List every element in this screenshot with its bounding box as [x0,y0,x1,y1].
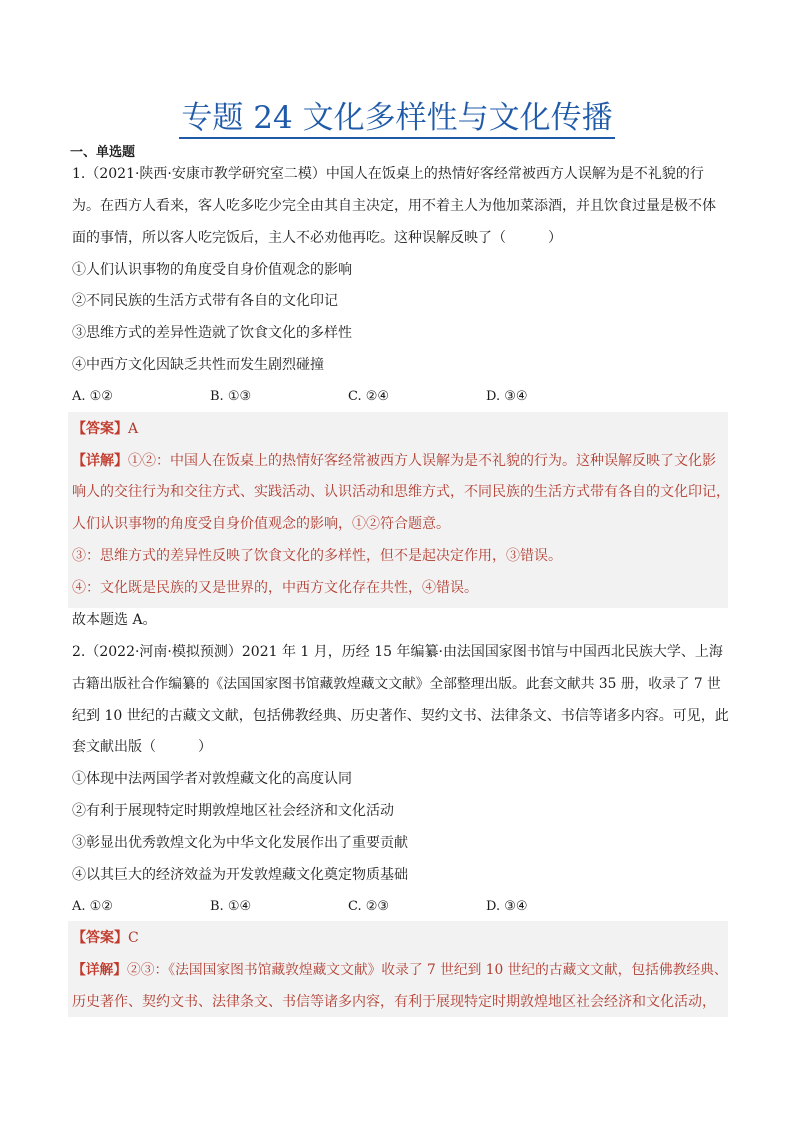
q1-detail-line: 人们认识事物的角度受自身价值观念的影响，①②符合题意。 [72,516,450,532]
q2-answer: 【答案】C [72,930,139,946]
q1-stem-line: 为。在西方人看来，客人吃多吃少完全由其自主决定，用不着主人为他加菜添酒，并且饮食过量是极不体 [72,198,716,214]
q1-option-b: B. ①③ [210,389,252,404]
q1-stem-line: 面的事情，所以客人吃完饭后，主人不必劝他再吃。这种误解反映了（ ） [72,230,562,246]
q1-statement: ③思维方式的差异性造就了饮食文化的多样性 [72,325,352,341]
q1-conclusion: 故本题选 A。 [72,612,157,628]
q2-statement: ②有利于展现特定时期敦煌地区社会经济和文化活动 [72,803,394,819]
q1-detail-line: ④：文化既是民族的又是世界的，中西方文化存在共性，④错误。 [72,580,478,596]
q1-statement: ②不同民族的生活方式带有各自的文化印记 [72,293,338,309]
q1-answer: 【答案】A [72,421,139,437]
q2-stem-line: 古籍出版社合作编纂的《法国国家图书馆藏敦煌藏文文献》全部整理出版。此套文献共 35 册，收录了 7 世 [72,676,721,692]
q2-detail-line: 历史著作、契约文书、法律条文、书信等诸多内容，有利于展现特定时期敦煌地区社会经济和文化活动， [72,994,716,1010]
q2-option-a: A. ①② [72,899,113,914]
q1-option-c: C. ②④ [348,389,390,404]
q1-detail-line: 【详解】①②：中国人在饭桌上的热情好客经常被西方人误解为是不礼貌的行为。这种误解反映了文化影 [72,453,716,469]
q2-statement: ④以其巨大的经济效益为开发敦煌藏文化奠定物质基础 [72,867,408,883]
q1-detail-line: ③：思维方式的差异性反映了饮食文化的多样性，但不是起决定作用，③错误。 [72,548,562,564]
q2-stem-line: 纪到 10 世纪的古藏文文献，包括佛教经典、历史著作、契约文书、法律条文、书信等诸多内容。可见，此 [72,708,729,724]
q2-statement: ①体现中法两国学者对敦煌藏文化的高度认同 [72,771,352,787]
q1-stem-line: 1.（2021·陕西·安康市教学研究室二模）中国人在饭桌上的热情好客经常被西方人误解为是不礼貌的行 [72,166,704,182]
q2-detail-line: 【详解】②③：《法国国家图书馆藏敦煌藏文文献》收录了 7 世纪到 10 世纪的古藏文文献，包括佛教经典、 [72,962,728,978]
section-heading: 一、单选题 [70,145,136,160]
page-title: 专题 24 文化多样性与文化传播 [0,96,794,140]
q2-statement: ③彰显出优秀敦煌文化为中华文化发展作出了重要贡献 [72,835,408,851]
q1-statement: ①人们认识事物的角度受自身价值观念的影响 [72,262,352,278]
q2-stem-line: 套文献出版（ ） [72,739,212,755]
q1-option-d: D. ③④ [486,389,528,404]
q2-option-c: C. ②③ [348,899,390,914]
q2-option-d: D. ③④ [486,899,528,914]
q1-option-a: A. ①② [72,389,113,404]
q2-option-b: B. ①④ [210,899,252,914]
q1-statement: ④中西方文化因缺乏共性而发生剧烈碰撞 [72,357,324,373]
q1-detail-line: 响人的交往行为和交往方式、实践活动、认识活动和思维方式，不同民族的生活方式带有各自的文化印记， [72,484,730,500]
q2-stem-line: 2.（2022·河南·模拟预测）2021 年 1 月，历经 15 年编纂·由法国国家图书馆与中国西北民族大学、上海 [72,644,723,660]
